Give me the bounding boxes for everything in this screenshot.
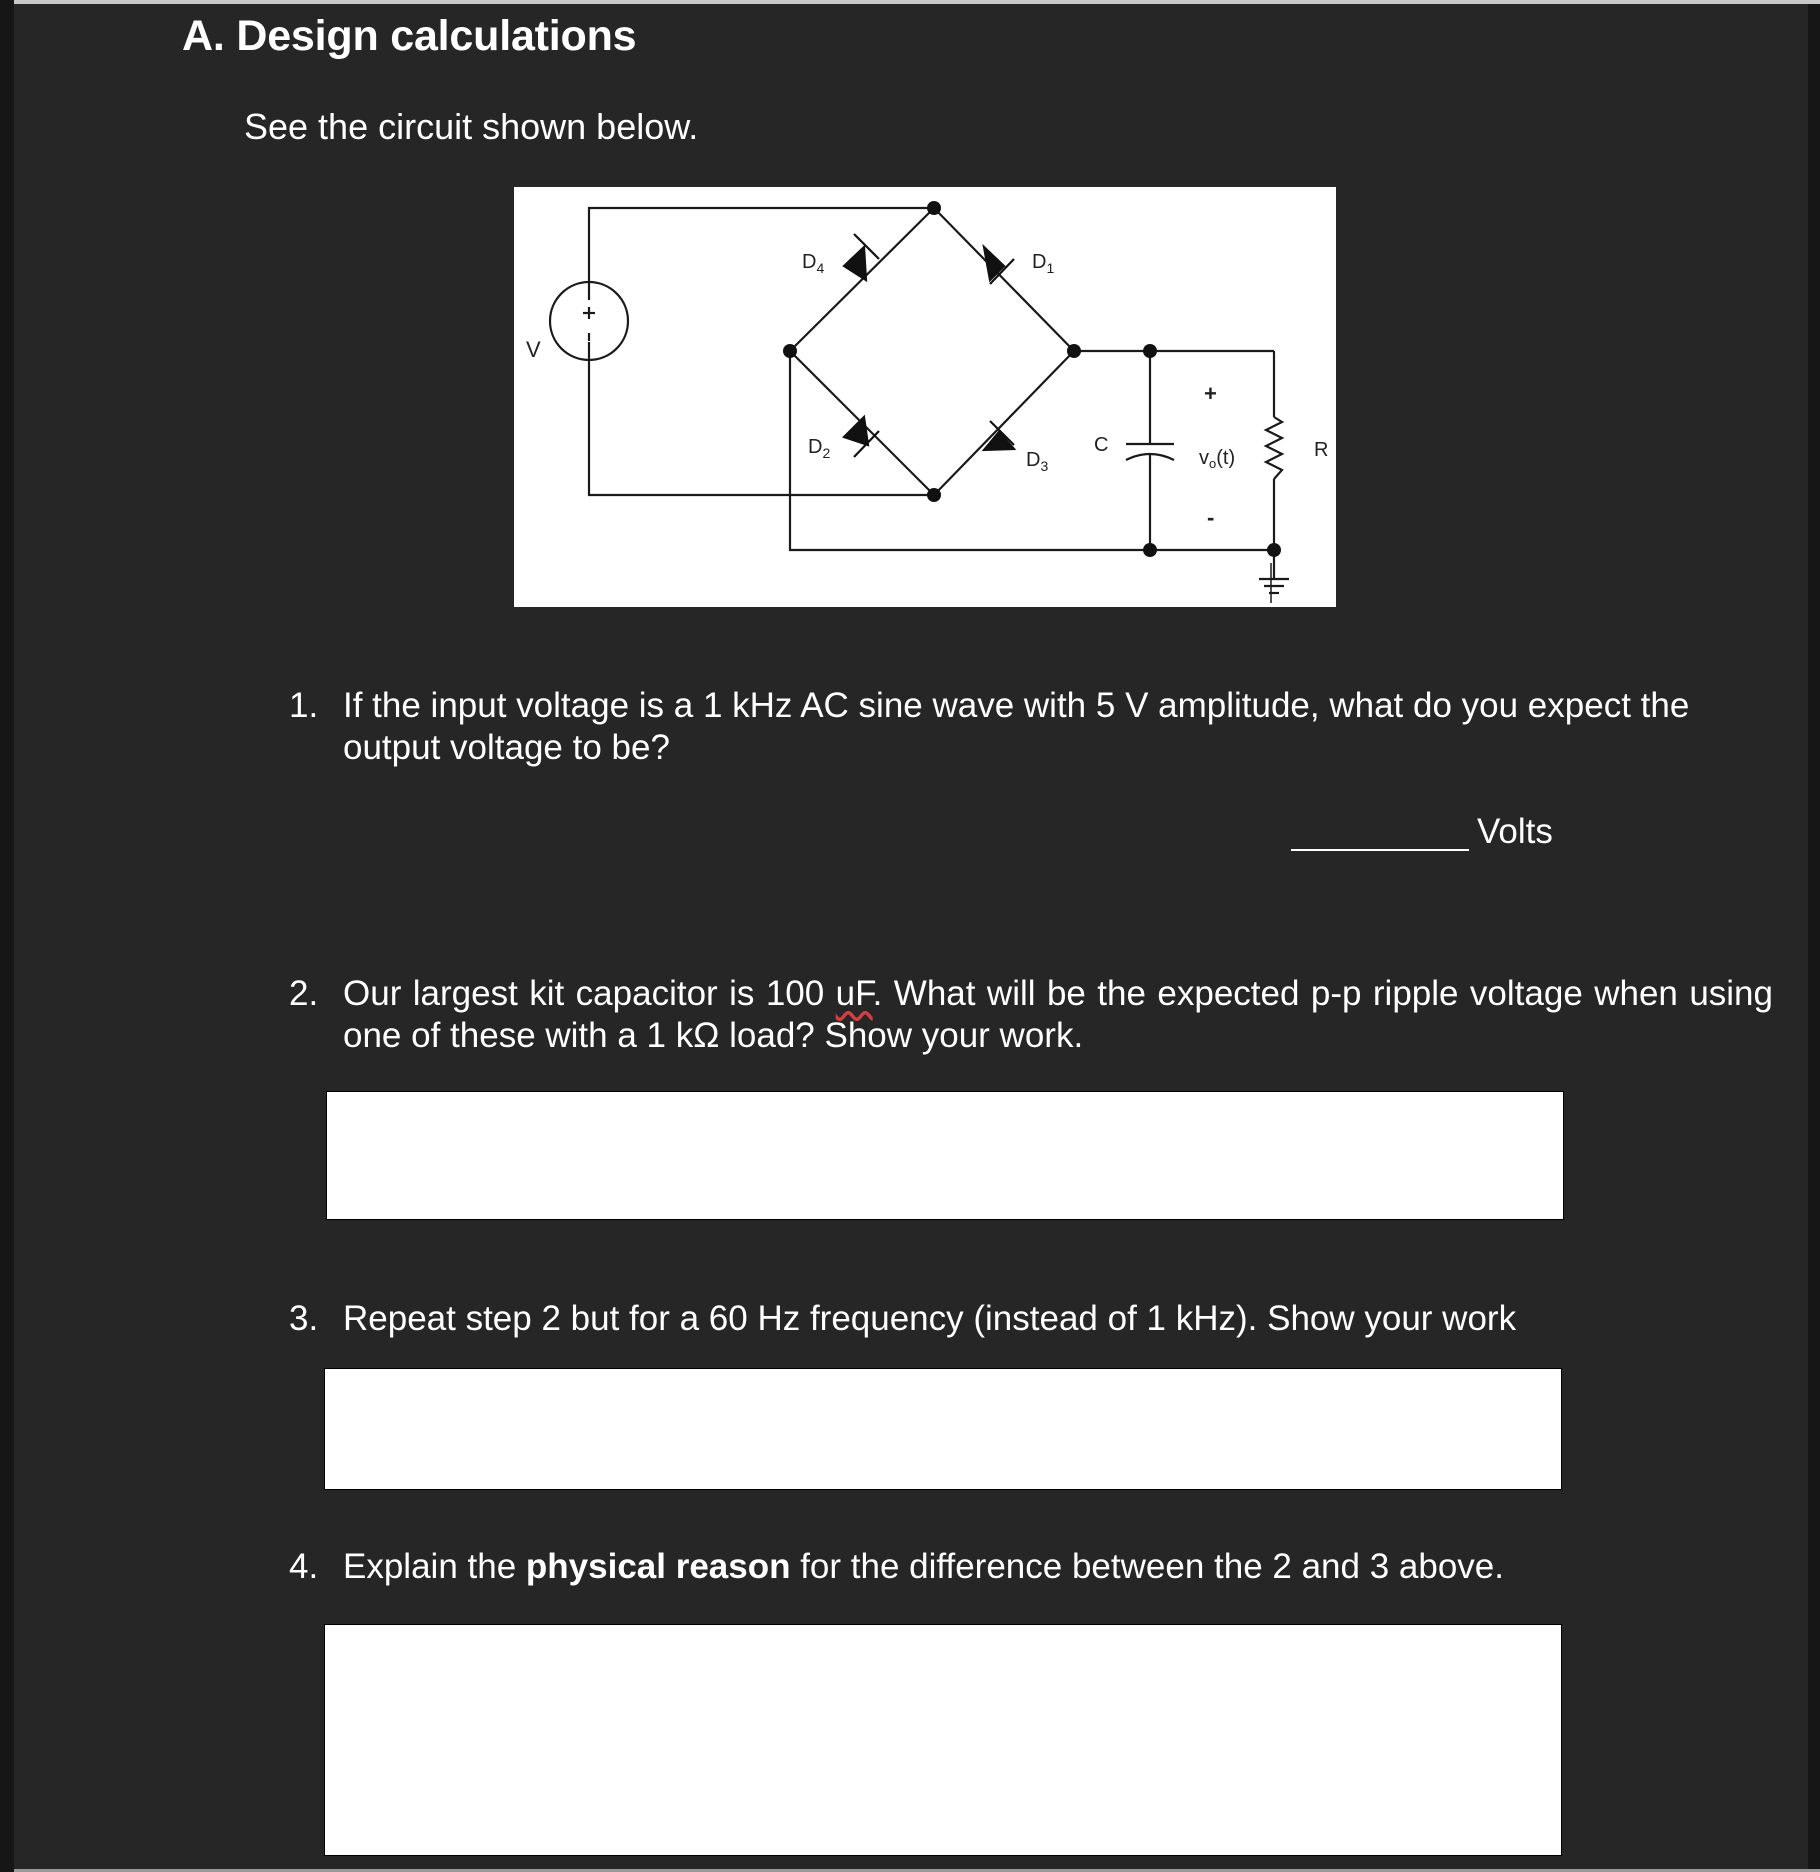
question-4-answer-input[interactable] (325, 1625, 1561, 1855)
output-minus: - (1207, 505, 1215, 530)
resistor-zigzag (1266, 417, 1282, 479)
output-voltage-label: $v_o(t)$ (1199, 447, 1236, 471)
wire-source-bottom (589, 342, 934, 495)
node-cap-bottom (1143, 543, 1157, 557)
question-1-number: 1. (289, 686, 319, 725)
output-plus: + (1204, 381, 1217, 406)
question-4-number: 4. (289, 1547, 319, 1586)
node-top (927, 201, 941, 215)
question-3-text: Repeat step 2 but for a 60 Hz frequency (instead of 1 kHz). Show your work (343, 1299, 1517, 1338)
top-border (14, 0, 1820, 4)
wire-d1 (934, 208, 1074, 351)
spellcheck-flag: uF (835, 974, 873, 1013)
resistor-label: R (1314, 439, 1329, 461)
circuit-figure (514, 187, 1336, 607)
wire-d3 (934, 351, 1074, 495)
question-2-text: Our largest kit capacitor is 100 uF. What will be the expected p-p ripple voltage when using one of these with a 1 kΩ load? Show your work. (343, 974, 1773, 1055)
intro-text: See the circuit shown below. (244, 106, 699, 147)
question-3-number: 3. (289, 1299, 319, 1338)
capacitor-label: C (1094, 434, 1109, 456)
question-1-units: Volts (1477, 812, 1553, 851)
question-2-answer-box[interactable] (326, 1091, 1564, 1220)
bridge-rectifier-diagram (514, 187, 1336, 607)
question-1-answer-blank[interactable] (1291, 849, 1469, 851)
question-4-text: Explain the physical reason for the difference between the 2 and 3 above. (343, 1547, 1504, 1586)
diode-d2-label: $D_2$ (808, 436, 831, 461)
node-bottom (927, 488, 941, 502)
diode-d3-label: $D_3$ (1026, 449, 1049, 474)
node-cap-top (1143, 344, 1157, 358)
emphasis-bold: physical reason (525, 1547, 791, 1586)
wire-d4 (790, 208, 934, 351)
question-4-answer-box[interactable] (324, 1624, 1562, 1856)
source-label: V (526, 337, 541, 362)
diode-d4-label: $D_4$ (802, 251, 825, 276)
wire-source-top (589, 208, 934, 300)
node-right (1067, 344, 1081, 358)
diode-d1-label: $D_1$ (1032, 251, 1055, 276)
node-load-bottom (1267, 543, 1281, 557)
question-3-answer-box[interactable] (324, 1368, 1562, 1490)
question-2-answer-input[interactable] (327, 1092, 1563, 1219)
question-3-answer-input[interactable] (325, 1369, 1561, 1489)
question-2-number: 2. (289, 974, 319, 1013)
diode-d2-body (844, 417, 868, 445)
node-left (783, 344, 797, 358)
question-1-text: If the input voltage is a 1 kHz AC sine wave with 5 V amplitude, what do you expect the output voltage to be? (343, 686, 1690, 767)
section-title: A. Design calculations (182, 12, 637, 60)
diode-d4-body (844, 247, 866, 280)
